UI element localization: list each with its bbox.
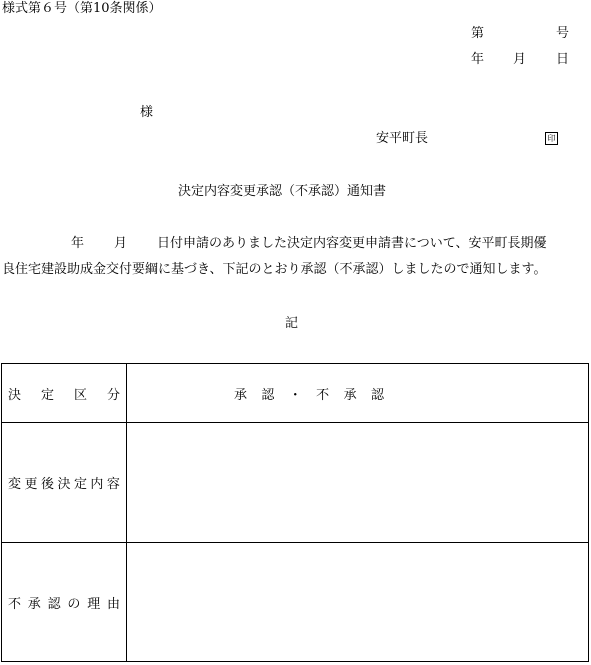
body-year-label: 年 [71,236,85,251]
decision-category-label-text: 決 定 区 分 [8,387,120,403]
document-number-suffix: 号 [556,26,570,41]
body-line1-text: 日付申請のありました決定内容変更申請書について、安平町長期優 [157,236,547,251]
revised-content-label [2,423,127,543]
date-year-label: 年 [471,52,485,67]
table-row-rejection-reason [2,543,589,662]
document-title: 決定内容変更承認（不承認）通知書 [178,184,387,199]
body-text-line-2: 良住宅建設助成金交付要綱に基づき、下記のとおり承認（不承認）しましたので通知します。 [2,262,547,277]
table-row-revised-content [2,423,589,543]
body-month-label: 月 [114,236,128,251]
body-text-line-1 [71,237,547,250]
rejection-reason-label [2,543,127,662]
issuer-name: 安平町長 [376,131,429,146]
ki-heading: 記 [285,316,299,331]
document-number-label: 第 [471,26,485,41]
revised-content-value[interactable] [127,423,589,543]
approval-options-text: 承 認 ・ 不 承 認 [234,387,384,403]
revised-content-label-text: 変 更 後 決 定 内 容 [8,477,120,492]
decision-category-label [2,364,127,423]
addressee-honorific: 様 [140,105,154,120]
seal-mark: 印 [545,132,558,145]
form-number: 様式第６号（第10条関係） [2,1,162,16]
table-row-decision-category [2,364,589,423]
date-month-label: 月 [513,52,527,67]
rejection-reason-value[interactable] [127,543,589,662]
date-day-label: 日 [556,52,570,67]
decision-category-value [127,364,589,423]
decision-table [1,363,589,662]
rejection-reason-label-text: 不 承 認 の 理 由 [8,596,120,612]
